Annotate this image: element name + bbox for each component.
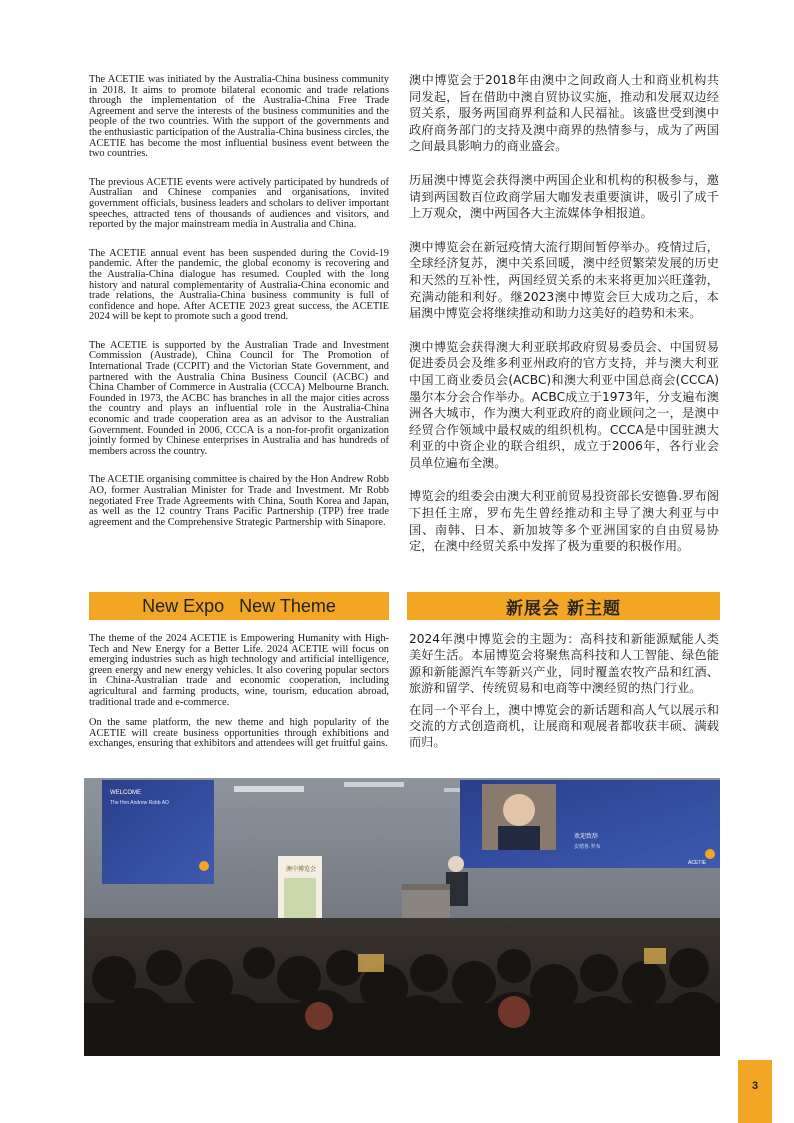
intro-en-paragraph-5: The ACETIE organising committee is chaired by the Hon Andrew Robb AO, former Australian Minister for Trade and Investment. Mr Robb negotiated Free Trade Agreements with China, South Korea and Japan, as well as the 12 country Trans Pacific Partnership (TPP) free trade agreement and the Comprehensive Strategic Partnership with Sinapore.: [89, 474, 389, 528]
theme-en-paragraph-2: On the same platform, the new theme and high popularity of the ACETIE will create business opportunities through exhibitions and exchanges, ensuring that exhibitors and attendees will get fruitful gains.: [89, 717, 389, 750]
section-banner-chinese: [407, 592, 720, 620]
left-screen-name: The Hon Andrew Robb AO: [110, 800, 169, 806]
conference-photo: [84, 778, 720, 1056]
theme-english-column: [89, 634, 389, 760]
intro-english-column: [89, 75, 389, 546]
right-presentation-screen: [460, 780, 720, 868]
section-title-chinese: 新展会 新主题: [506, 598, 621, 619]
right-screen-title: 欢迎致辞: [574, 833, 599, 840]
intro-en-paragraph-3: The ACETIE annual event has been suspended during the Covid-19 pandemic. After the pandemic, the global economy is recovering and the Australia-China dialogue has resumed. Coupled with the long history and natural complementarity of Australia-China economic and trade relations, the Australia-China business community is full of confidence and hope. After ACETIE 2023 great success, the ACETIE 2024 will be kept to promote such a good trend.: [89, 247, 389, 323]
intro-en-paragraph-4: The ACETIE is supported by the Australian Trade and Investment Commission (Austrade), China Council for The Promotion of International Trade (CCPIT) and the Victorian State Government, and partnered with the Australia China Business Council (ACBC) and China Chamber of Commerce in Australia (CCCA) Melbourne Branch. Founded in 1973, the ACBC has branches in all the major cities across the country and plays an influential role in the Australia-China economic and trade cooperation area as an advisor to the Australian Government. Founded in 2006, CCCA is a non-for-profit organization jointly formed by Chinese enterprises in Australia and has hundreds of members across the country.: [89, 339, 389, 457]
intro-zh-paragraph-3: 澳中博览会在新冠疫情大流行期间暂停举办。疫情过后，全球经济复苏，澳中关系回暖，澳中经贸繁荣发展的历史和天然的互补性，两国经贸关系的未来将更加兴旺蓬勃，充满动能和利好。继2023澳中博览会巨大成功之后，本届澳中博览会将继续推动和助力这美好的趋势和未来。: [409, 239, 719, 321]
banner-stand-text: 澳中博览会: [286, 866, 317, 873]
theme-zh-paragraph-1: 2024年澳中博览会的主题为：高科技和新能源赋能人类美好生活。本届博览会将聚焦高科技和人工智能、绿色能源和新能源汽车等新兴产业，同时覆盖农牧产品和红酒、旅游和留学、传统贸易和电商等中澳经贸的热门行业。: [409, 632, 719, 696]
intro-zh-paragraph-4: 澳中博览会获得澳大利亚联邦政府贸易委员会、中国贸易促进委员会及维多利亚州政府的官方支持，并与澳大利亚中国工商业委员会(ACBC)和澳大利亚中国总商会(CCCA)墨尔本分会合作举办。ACBC成立于1973年，分支遍布澳洲各大城市，作为澳大利亚政府的商业顾问之一，是澳中经贸合作领域中最权威的组织机构。CCCA是中国驻澳大利亚的中资企业的联合组织，成立于2006年，各行业会员单位遍布全澳。: [409, 339, 719, 470]
intro-zh-paragraph-5: 博览会的组委会由澳大利亚前贸易投资部长安德鲁.罗布阁下担任主席，罗布先生曾经推动和主导了澳大利亚与中国、南韩、日本、新加坡等多个亚洲国家的自由贸易协定，在澳中经贸关系中发挥了极为重要的积极作用。: [409, 489, 719, 554]
section-banner-english: [89, 592, 389, 620]
conference-scene: [84, 778, 720, 1056]
intro-zh-paragraph-1: 澳中博览会于2018年由澳中之间政商人士和商业机构共同发起，旨在借助中澳自贸协议实施，推动和发展双边经贸关系，服务两国商界利益和人民福祉。该盛世受到澳中政府商务部门的支持及澳中商界的热情参与，成为了两国之间最具影响力的商业盛会。: [409, 73, 719, 154]
intro-chinese-column: [409, 72, 719, 572]
left-presentation-screen: [102, 780, 214, 884]
theme-chinese-column: [409, 631, 719, 756]
theme-en-paragraph-1: The theme of the 2024 ACETIE is Empowering Humanity with High-Tech and New Energy for a Better Life. 2024 ACETIE will focus on emerging industries such as high technology and artificial intelligence, green energy and new energy vehicles. It also covering popular sectors in China-Australian trade and economic cooperation, including agricultural and farming products, wine, tourism, education abroad, traditional trade and e-commerce.: [89, 633, 389, 708]
intro-en-paragraph-1: The ACETIE was initiated by the Australia-China business community in 2018. It aims to promote bilateral economic and trade relations through the implementation of the Australia-China Free Trade Agreement and serve the interests of the business communities and the people of the two countries. With the support of the governments and the enthusiastic participation of the Australia-China business circles, the ACETIE has become the most influential business event between the two countries.: [89, 74, 389, 160]
intro-en-paragraph-2: The previous ACETIE events were actively participated by hundreds of Australian and Chinese companies and organisations, invited government officials, business leaders and scholars to deliver important speeches, attracted tens of thousands of audiences and visitors, and reported by the major mainstream media in Australia and China.: [89, 176, 389, 231]
page-number-tab: [738, 1060, 772, 1123]
right-screen-name: 安德鲁.罗布: [574, 844, 601, 850]
right-screen-brand: ACETIE: [688, 860, 707, 866]
page-number: 3: [751, 1080, 759, 1092]
left-screen-title: WELCOME: [110, 790, 142, 796]
theme-zh-paragraph-2: 在同一个平台上，澳中博览会的新话题和高人气以展示和交流的方式创造商机，让展商和观展者都收获丰硕、满载而归。: [409, 702, 719, 750]
intro-zh-paragraph-2: 历届澳中博览会获得澳中两国企业和机构的积极参与，邀请到两国数百位政商学届大咖发表重要演讲，吸引了成千上万观众，澳中两国各大主流媒体争相报道。: [409, 172, 719, 221]
section-title-english: New Expo New Theme: [142, 595, 336, 616]
